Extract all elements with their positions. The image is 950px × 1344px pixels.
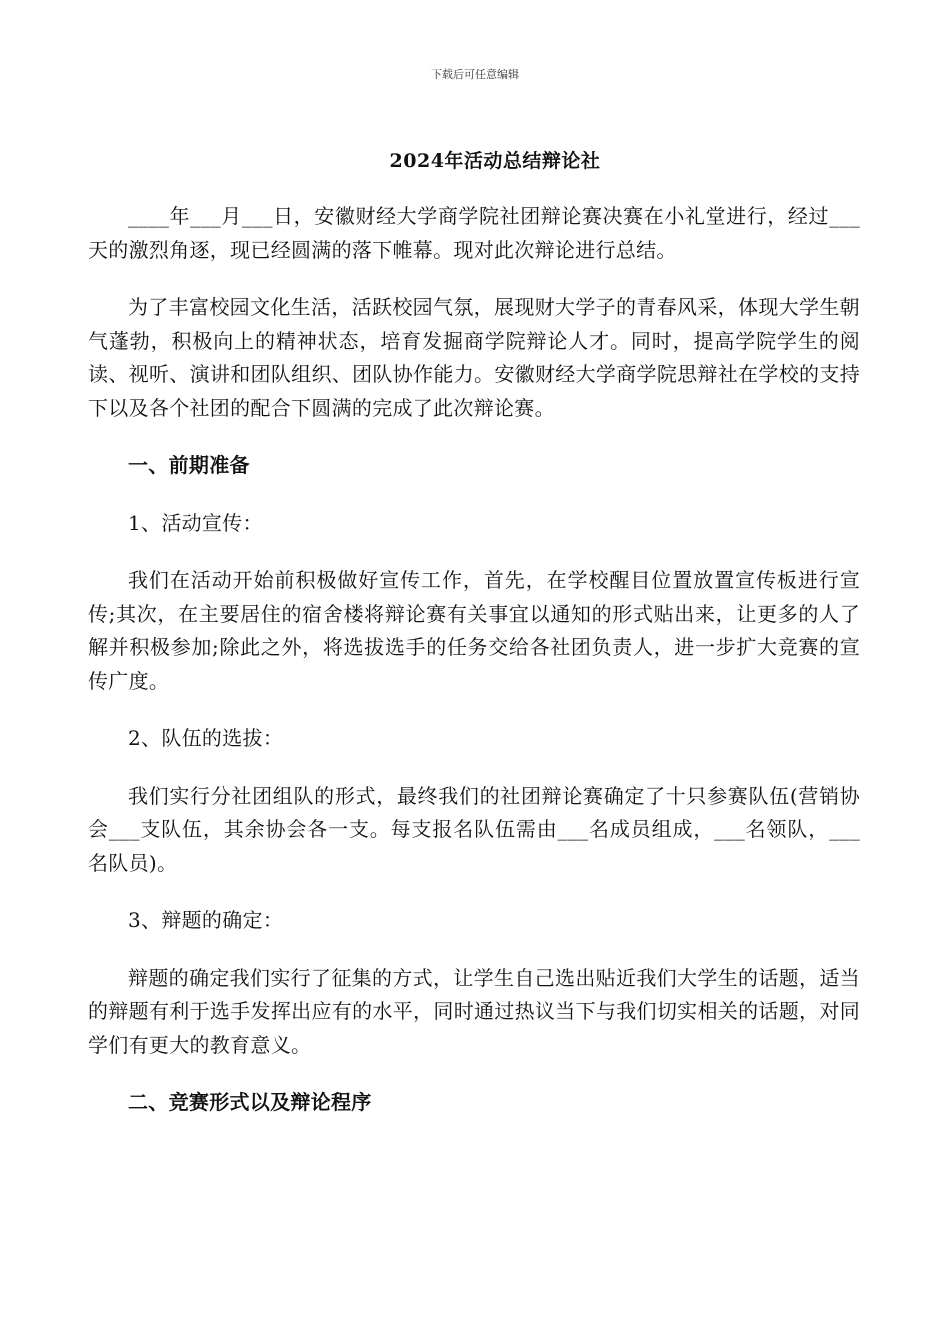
header-note: 下载后可任意编辑 bbox=[431, 68, 519, 81]
intro-paragraph-1: ____年___月___日，安徽财经大学商学院社团辩论赛决赛在小礼堂进行，经过___天的激烈角逐，现已经圆满的落下帷幕。现对此次辩论进行总结。 bbox=[88, 204, 860, 262]
publicity-paragraph: 我们在活动开始前积极做好宣传工作，首先，在学校醒目位置放置宣传板进行宣传;其次，在主要居住的宿舍楼将辩论赛有关事宜以通知的形式贴出来，让更多的人了解并积极参加;除此之外，将选拔选手的任务交给各社团负责人，进一步扩大竞赛的宣传广度。 bbox=[88, 568, 860, 693]
document-title: 2024年活动总结辩论社 bbox=[389, 150, 601, 172]
section-heading-preparation: 一、前期准备 bbox=[128, 453, 250, 477]
subheading-team-selection: 2、队伍的选拔： bbox=[128, 726, 284, 750]
intro-paragraph-2: 为了丰富校园文化生活，活跃校园气氛，展现财大学子的青春风采，体现大学生朝气蓬勃，积极向上的精神状态，培育发掘商学院辩论人才。同时，提高学院学生的阅读、视听、演讲和团队组织、团队协作能力。安徽财经大学商学院思辩社在学校的支持下以及各个社团的配合下圆满的完成了此次辩论赛。 bbox=[88, 295, 860, 420]
subheading-publicity: 1、活动宣传： bbox=[128, 510, 263, 535]
subheading-topic-selection: 3、辩题的确定： bbox=[128, 908, 284, 932]
section-heading-format: 二、竞赛形式以及辩论程序 bbox=[128, 1090, 372, 1114]
team-selection-paragraph: 我们实行分社团组队的形式，最终我们的社团辩论赛确定了十只参赛队伍(营销协会___支队伍，其余协会各一支。每支报名队伍需由___名成员组成，___名领队，___名队员)。 bbox=[88, 783, 860, 875]
topic-selection-paragraph: 辩题的确定我们实行了征集的方式，让学生自己选出贴近我们大学生的话题，适当的辩题有利于选手发挥出应有的水平，同时通过热议当下与我们切实相关的话题，对同学们有更大的教育意义。 bbox=[88, 965, 860, 1057]
document-body bbox=[88, 200, 860, 1120]
